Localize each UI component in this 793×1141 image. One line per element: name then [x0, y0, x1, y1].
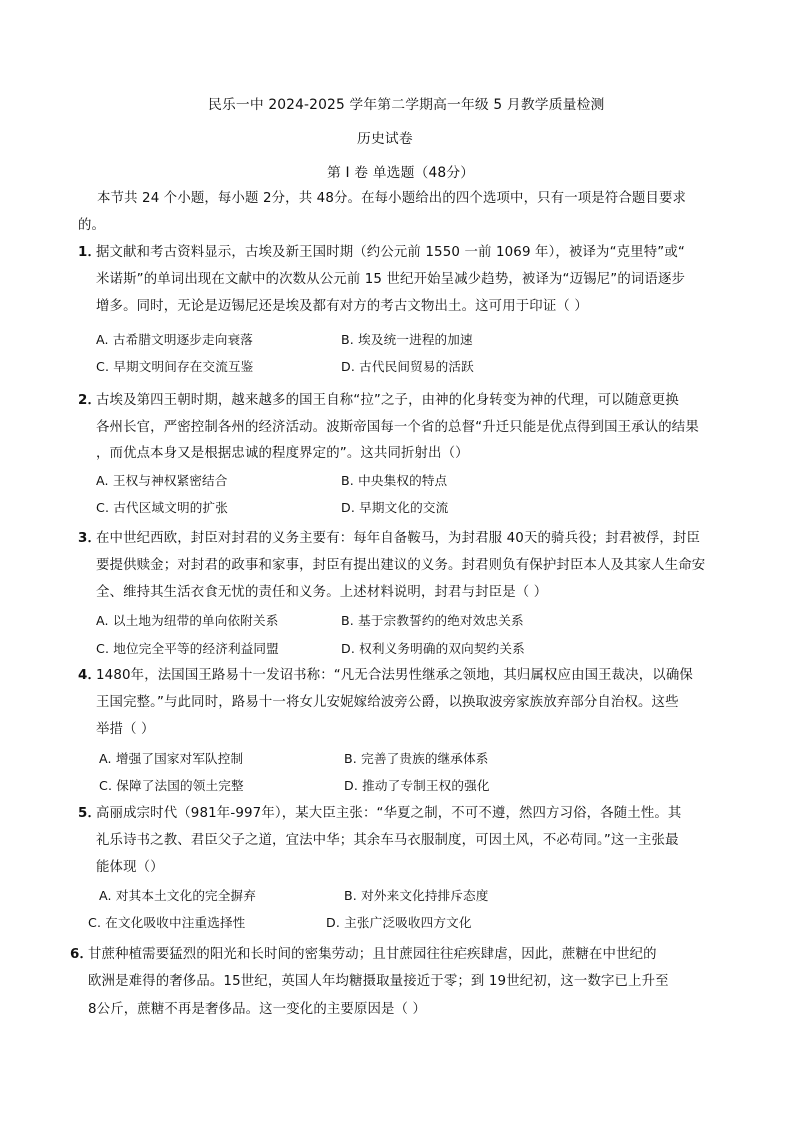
question-number: 3．: [78, 531, 102, 546]
option-b[interactable]: B. 完善了贵族的继承体系: [344, 751, 489, 766]
question-text-line: 1480年，法国国王路易十一发诏书称：“凡无合法男性继承之领地，其归属权应由国王裁决，以确保: [96, 668, 693, 683]
option-a[interactable]: A. 增强了国家对军队控制: [99, 751, 244, 766]
question-text-line: 要提供赎金；对封君的政事和家事，封臣有提出建议的义务。封君则负有保护封臣本人及其家人生命安: [96, 558, 706, 573]
option-c[interactable]: C. 早期文明间存在交流互鉴: [96, 359, 254, 374]
option-b[interactable]: B. 对外来文化持排斥态度: [344, 888, 489, 903]
section-heading: 第 I 卷 单选题（48分）: [327, 165, 475, 181]
option-b[interactable]: B. 埃及统一进程的加速: [341, 332, 473, 347]
option-a[interactable]: A. 古希腊文明逐步走向衰落: [96, 332, 254, 347]
option-a[interactable]: A. 以土地为纽带的单向依附关系: [96, 613, 279, 628]
question-number: 5．: [78, 806, 102, 821]
option-b[interactable]: B. 基于宗教誓约的绝对效忠关系: [341, 613, 524, 628]
option-a[interactable]: A. 对其本土文化的完全摒弃: [99, 888, 257, 903]
option-c[interactable]: C. 保障了法国的领土完整: [99, 778, 244, 793]
option-b[interactable]: B. 中央集权的特点: [341, 473, 448, 488]
question-number: 4．: [78, 668, 102, 683]
option-c[interactable]: C. 在文化吸收中注重选择性: [88, 915, 246, 930]
question-text-line: 增多。同时，无论是迈锡尼还是埃及都有对方的考古文物出土。这可用于印证（ ）: [96, 299, 588, 314]
option-c[interactable]: C. 古代区域文明的扩张: [96, 500, 228, 515]
instruction-line-1: 本节共 24 个小题，每小题 2分，共 48分。在每小题给出的四个选项中，只有一项是符合题目要求: [97, 191, 687, 206]
question-text-line: ，而优点本身又是根据忠诚的程度界定的”。这共同折射出（）: [96, 446, 469, 461]
question-number: 1．: [78, 245, 102, 260]
option-d[interactable]: D. 推动了专制王权的强化: [344, 778, 490, 793]
instruction-line-2: 的。: [78, 218, 106, 233]
option-d[interactable]: D. 主张广泛吸收四方文化: [326, 915, 472, 930]
question-text-line: 举措（ ）: [96, 722, 155, 737]
question-text-line: 古埃及第四王朝时期，越来越多的国王自称“拉”之子，由神的化身转变为神的代理，可以随意更换: [96, 393, 679, 408]
option-d[interactable]: D. 早期文化的交流: [341, 500, 449, 515]
question-text-line: 王国完整。”与此同时，路易十一将女儿安妮嫁给波旁公爵，以换取波旁家族放弃部分自治权。这些: [96, 695, 679, 710]
question-text-line: 欧洲是难得的奢侈品。15世纪，英国人年均糖摄取量接近于零；到 19世纪初，这一数字已上升至: [88, 974, 669, 989]
option-c[interactable]: C. 地位完全平等的经济利益同盟: [96, 641, 279, 656]
option-d[interactable]: D. 古代民间贸易的活跃: [341, 359, 474, 374]
question-number: 6．: [70, 947, 94, 962]
question-text-line: 礼乐诗书之教、君臣父子之道，宜法中华；其余车马衣服制度，可因土风，不必苟同。”这一主张最: [96, 833, 679, 848]
option-a[interactable]: A. 王权与神权紧密结合: [96, 473, 228, 488]
question-text-line: 在中世纪西欧，封臣对封君的义务主要有：每年自备鞍马，为封君服 40天的骑兵役；封君被俘，封臣: [96, 531, 700, 546]
question-text-line: 米诺斯”的单词出现在文献中的次数从公元前 15 世纪开始呈减少趋势，被译为“迈锡尼”的词语逐步: [96, 272, 686, 287]
option-d[interactable]: D. 权利义务明确的双向契约关系: [341, 641, 525, 656]
exam-title: 民乐一中 2024-2025 学年第二学期高一年级 5 月教学质量检测: [208, 97, 605, 113]
exam-subject: 历史试卷: [357, 131, 413, 147]
question-text-line: 甘蔗种植需要猛烈的阳光和长时间的密集劳动；且甘蔗园往往疟疾肆虐，因此，蔗糖在中世纪的: [88, 947, 657, 962]
question-text-line: 全、维持其生活衣食无忧的责任和义务。上述材料说明，封君与封臣是（ ）: [96, 585, 548, 600]
question-text-line: 能体现（）: [96, 860, 164, 875]
question-text-line: 各州长官，严密控制各州的经济活动。波斯帝国每一个省的总督“升迁只能是优点得到国王承认的结果: [96, 420, 699, 435]
question-text-line: 据文献和考古资料显示，古埃及新王国时期（约公元前 1550 一前 1069 年），被译为“克里特”或“: [96, 245, 686, 260]
question-text-line: 8公斤，蔗糖不再是奢侈品。这一变化的主要原因是（ ）: [88, 1002, 427, 1017]
question-number: 2．: [78, 393, 102, 408]
question-text-line: 高丽成宗时代（981年-997年），某大臣主张：“华夏之制，不可不遵，然四方习俗，各随土性。其: [96, 806, 682, 821]
